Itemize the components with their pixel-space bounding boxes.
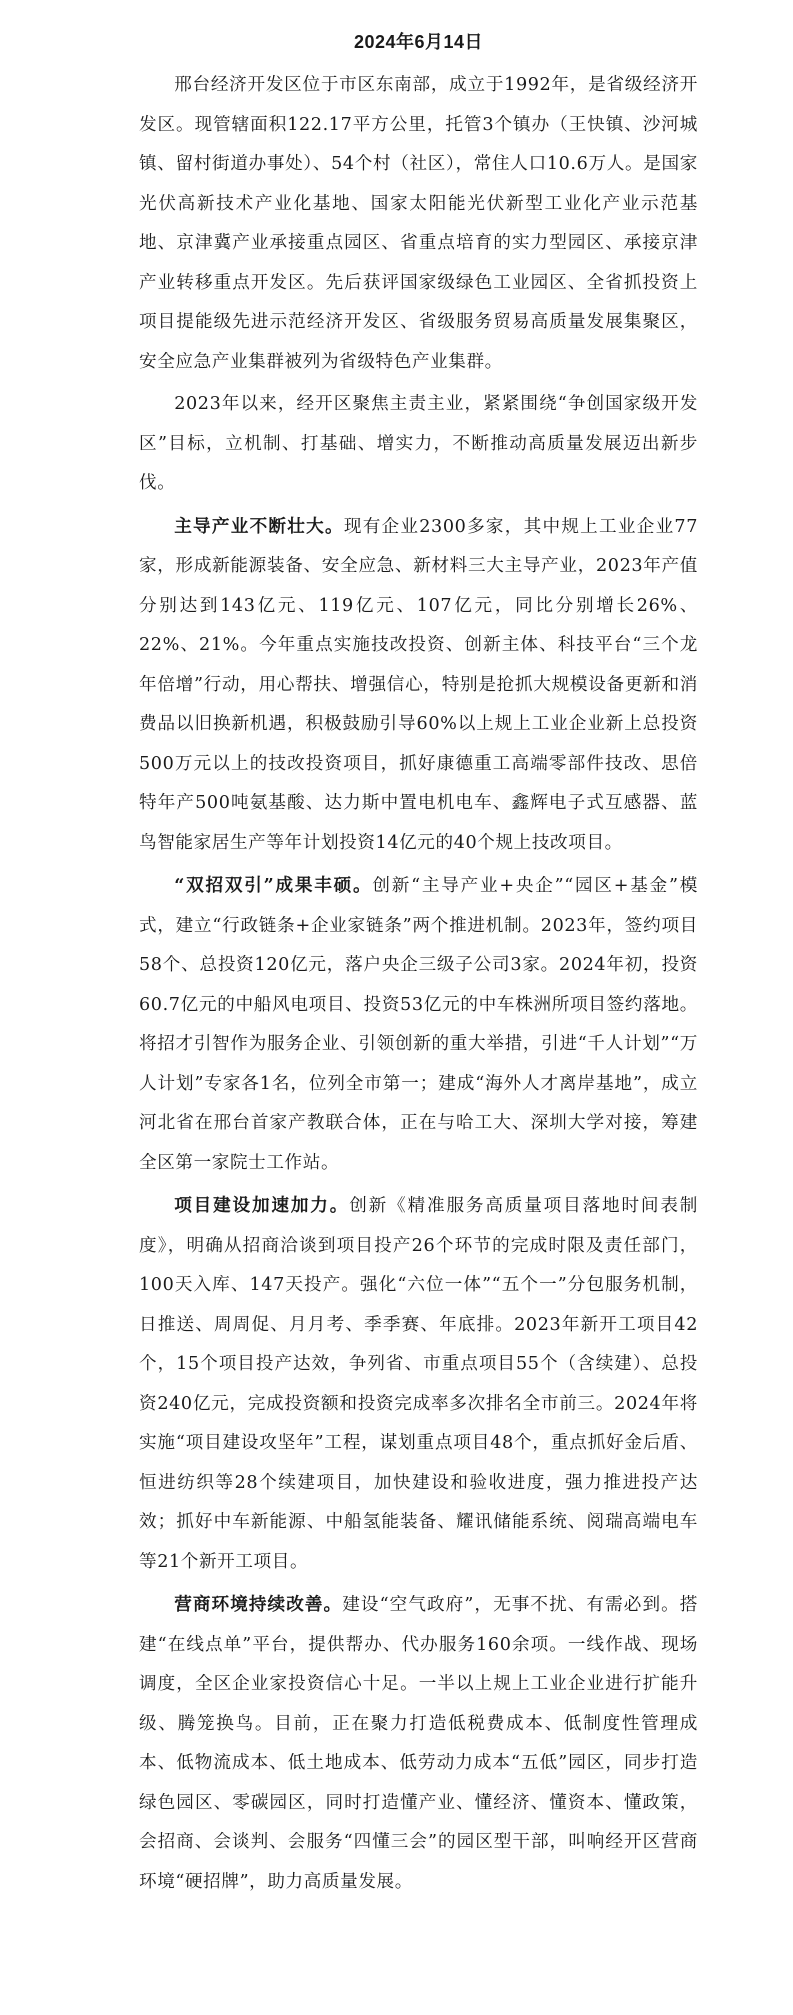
paragraph-lead: 项目建设加速加力。 bbox=[174, 1195, 350, 1216]
paragraph-lead: 主导产业不断壮大。 bbox=[174, 515, 344, 537]
paragraph-body: 创新《精准服务高质量项目落地时间表制度》，明确从招商洽谈到项目投产26个环节的完成时限及责任部门，100天入库、147天投产。强化“六位一体”“五个一”分包服务机制，日推送、周周促、月月考、季季赛、年底排。2023年新开工项目42个，15个项目投产达效，争列省、市重点项目55个（含续建）、总投资240亿元，完成投资额和投资完成率多次排名全市前三。2024年将实施“项目建设攻坚年”工程，谋划重点项目48个，重点抓好金后盾、恒进纺织等28个续建项目，加快建设和验收进度，强力推进投产达效；抓好中车新能源、中船氢能装备、耀讯储能系统、阅瑞高端电车等21个新开工项目。 bbox=[139, 1196, 698, 1572]
paragraph-body: 2023年以来，经开区聚焦主责主业，紧紧围绕“争创国家级开发区”目标，立机制、打基础、增实力，不断推动高质量发展迈出新步伐。 bbox=[139, 394, 698, 493]
paragraph-industry bbox=[139, 507, 698, 864]
paragraph-body: 现有企业2300多家，其中规上工业企业77家，形成新能源装备、安全应急、新材料三大主导产业，2023年产值分别达到143亿元、119亿元、107亿元，同比分别增长26%、22%、21%。今年重点实施技改投资、创新主体、科技平台“三个龙年倍增”行动，用心帮扶、增强信心，特别是抢抓大规模设备更新和消费品以旧换新机遇，积极鼓励引导60%以上规上工业企业新上总投资500万元以上的技改投资项目，抓好康德重工高端零部件技改、思倍特年产500吨氨基酸、达力斯中置电机电车、鑫辉电子式互感器、蓝鸟智能家居生产等年计划投资14亿元的40个规上技改项目。 bbox=[139, 516, 699, 853]
paragraph-intro bbox=[139, 66, 698, 382]
paragraph-investment bbox=[139, 866, 698, 1183]
paragraph-body: 创新“主导产业+央企”“园区+基金”模式，建立“行政链条+企业家链条”两个推进机制。2023年，签约项目58个、总投资120亿元，落户央企三级子公司3家。2024年初，投资60.7亿元的中船风电项目、投资53亿元的中车株洲所项目签约落地。将招才引智作为服务企业、引领创新的重大举措，引进“千人计划”“万人计划”专家各1名，位列全市第一；建成“海外人才离岸基地”，成立河北省在邢台首家产教联合体，正在与哈工大、深圳大学对接，筹建全区第一家院士工作站。 bbox=[139, 876, 698, 1173]
paragraph-lead: 营商环境持续改善。 bbox=[174, 1594, 343, 1615]
paragraph-business-environment bbox=[139, 1585, 698, 1902]
paragraph-lead: “双招双引”成果丰硕。 bbox=[174, 875, 373, 896]
paragraph-body: 建设“空气政府”，无事不扰、有需必到。搭建“在线点单”平台，提供帮办、代办服务160余项。一线作战、现场调度，全区企业家投资信心十足。一半以上规上工业企业进行扩能升级、腾笼换鸟。目前，正在聚力打造低税费成本、低制度性管理成本、低物流成本、低土地成本、低劳动力成本“五低”园区，同步打造绿色园区、零碳园区，同时打造懂产业、懂经济、懂资本、懂政策，会招商、会谈判、会服务“四懂三会”的园区型干部，叫响经开区营商环境“硬招牌”，助力高质量发展。 bbox=[139, 1595, 698, 1892]
paragraph-body: 邢台经济开发区位于市区东南部，成立于1992年，是省级经济开发区。现管辖面积122.17平方公里，托管3个镇办（王快镇、沙河城镇、留村街道办事处）、54个村（社区），常住人口10.6万人。是国家光伏高新技术产业化基地、国家太阳能光伏新型工业化产业示范基地、京津冀产业承接重点园区、省重点培育的实力型园区、承接京津产业转移重点开发区。先后获评国家级绿色工业园区、全省抓投资上项目提能级先进示范经济开发区、省级服务贸易高质量发展集聚区，安全应急产业集群被列为省级特色产业集群。 bbox=[139, 75, 698, 372]
article-date: 2024年6月14日 bbox=[353, 32, 484, 52]
paragraph-projects bbox=[139, 1186, 698, 1582]
paragraph-overview bbox=[139, 385, 698, 504]
